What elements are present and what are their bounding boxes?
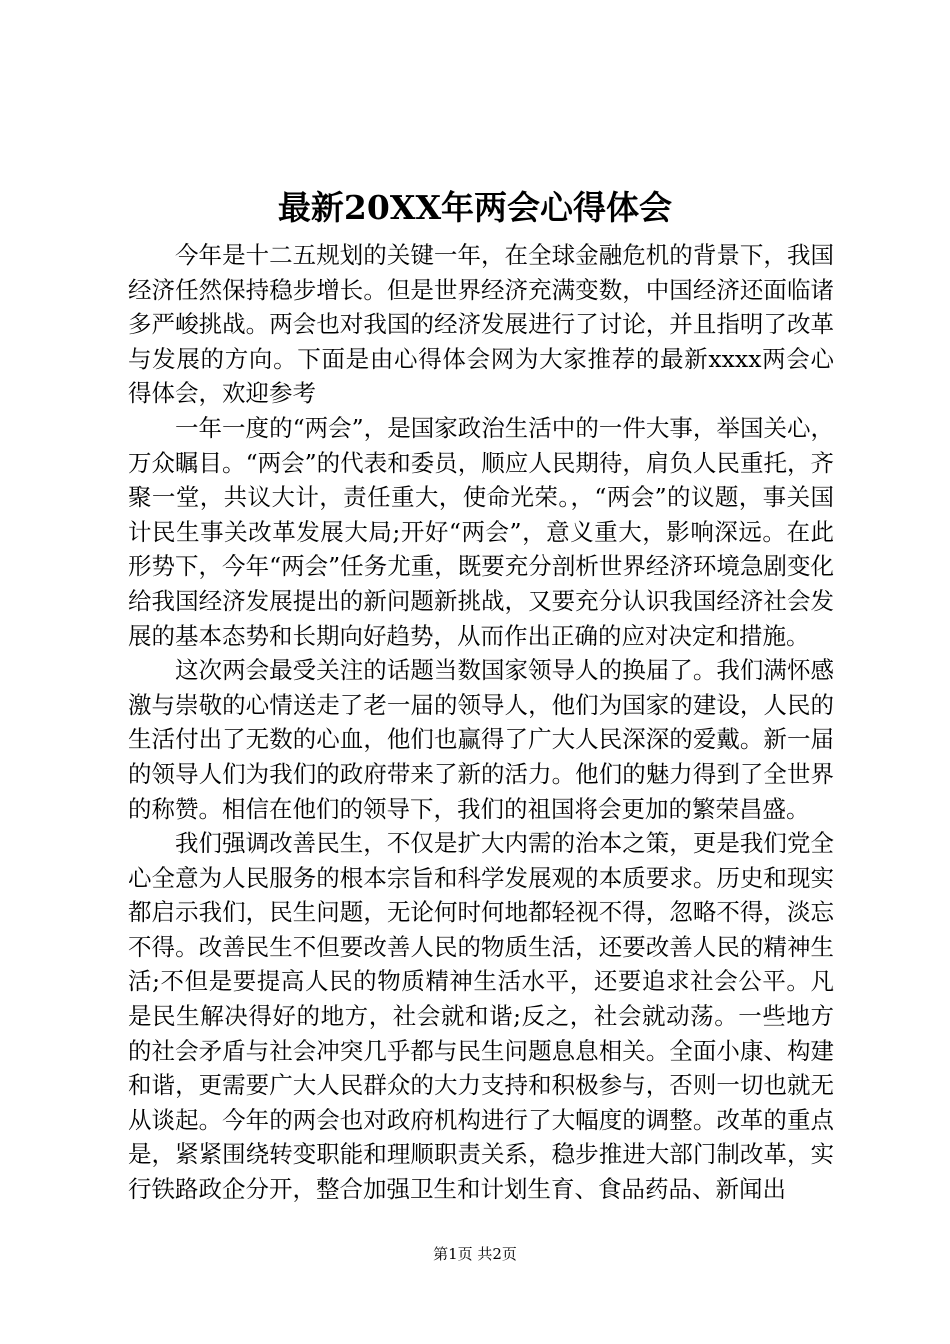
paragraph-4: 我们强调改善民生，不仅是扩大内需的治本之策，更是我们党全心全意为人民服务的根本宗旨和科学发展观的本质要求。历史和现实都启示我们，民生问题，无论何时何地都轻视不得，忽略不得，淡忘不得。改善民生不但要改善人民的物质生活，还要改善人民的精神生活;不但是要提高人民的物质精神生活水平，还要追求社会公平。凡是民生解决得好的地方，社会就和谐;反之，社会就动荡。一些地方的社会矛盾与社会冲突几乎都与民生问题息息相关。全面小康、构建和谐，更需要广大人民群众的大力支持和积极参与，否则一切也就无从谈起。今年的两会也对政府机构进行了大幅度的调整。改革的重点是，紧紧围绕转变职能和理顺职责关系，稳步推进大部门制改革，实行铁路政企分开，整合加强卫生和计划生育、食品药品、新闻出 [128,829,834,1204]
paragraph-2: 一年一度的“两会”，是国家政治生活中的一件大事，举国关心，万众瞩目。“两会”的代表和委员，顺应人民期待，肩负人民重托，齐聚一堂，共议大计，责任重大，使命光荣。，“两会”的议题，事关国计民生事关改革发展大局;开好“两会”，意义重大，影响深远。在此形势下，今年“两会”任务尤重，既要充分剖析世界经济环境急剧变化给我国经济发展提出的新问题新挑战，又要充分认识我国经济社会发展的基本态势和长期向好趋势，从而作出正确的应对决定和措施。 [128,413,834,650]
paragraph-3: 这次两会最受关注的话题当数国家领导人的换届了。我们满怀感激与崇敬的心情送走了老一届的领导人，他们为国家的建设，人民的生活付出了无数的心血，他们也赢得了广大人民深深的爱戴。新一届的领导人们为我们的政府带来了新的活力。他们的魅力得到了全世界的称赞。相信在他们的领导下，我们的祖国将会更加的繁荣昌盛。 [128,656,834,823]
paragraph-1: 今年是十二五规划的关键一年，在全球金融危机的背景下，我国经济任然保持稳步增长。但是世界经济充满变数，中国经济还面临诸多严峻挑战。两会也对我国的经济发展进行了讨论，并且指明了改革与发展的方向。下面是由心得体会网为大家推荐的最新xxxx两会心得体会，欢迎参考 [128,241,834,408]
document-body [128,238,834,1207]
document-title: 最新20XX年两会心得体会 [277,188,673,227]
page-number-footer: 第1页 共2页 [433,1245,517,1263]
